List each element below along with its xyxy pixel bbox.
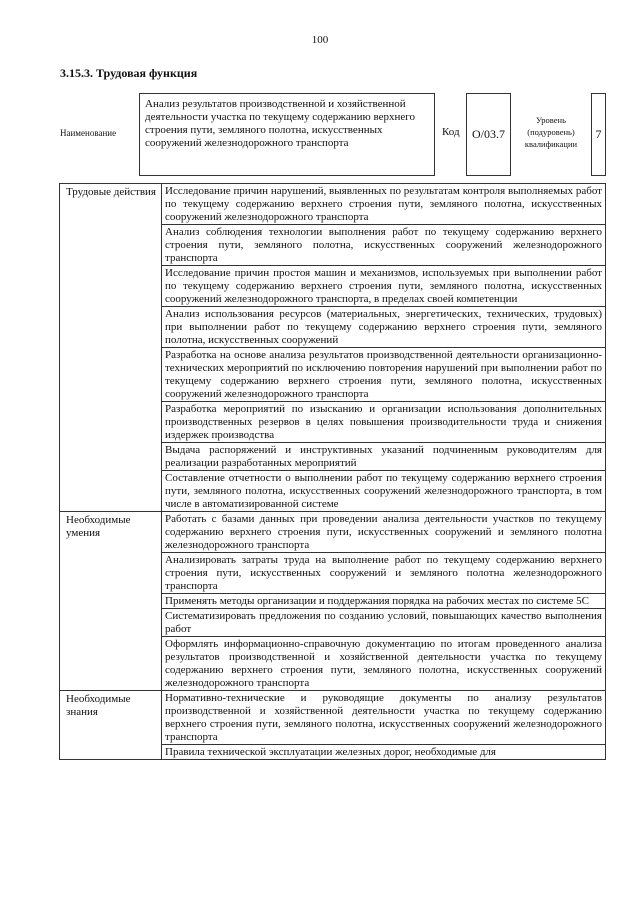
- table-cell-item: Применять методы организации и поддержания порядка на рабочих местах по системе 5С: [162, 594, 606, 609]
- page-number: 100: [311, 34, 329, 46]
- category-required-skills: Необходимые умения: [60, 512, 162, 691]
- table-cell-item: Анализ использования ресурсов (материальных, энергетических, технических, трудовых) при выполнении работ по текущему содержанию верхнего строения пути, земляного полотна, искусственных сооружений: [162, 307, 606, 348]
- table-cell-item: Анализ соблюдения технологии выполнения работ по текущему содержанию верхнего строения пути, земляного полотна, искусственных сооружений железнодорожного транспорта: [162, 225, 606, 266]
- table-cell-item: Исследование причин нарушений, выявленных по результатам контроля выполняемых работ по текущему содержанию верхнего строения пути, земляного полотна, искусственных сооружений железнодорожного транспорта: [162, 184, 606, 225]
- table-row: [60, 184, 606, 225]
- table-cell-item: Исследование причин простоя машин и механизмов, используемых при выполнении работ по текущему содержанию верхнего строения пути, земляного полотна, искусственных сооружений железнодорожного транспорта, в пределах своей компетенции: [162, 266, 606, 307]
- table-cell-item: Нормативно-технические и руководящие документы по анализу результатов производственной и хозяйственной деятельности участка по текущему содержанию верхнего строения пути, земляного полотна, искусственных сооружений железнодорожного транспорта: [162, 691, 606, 745]
- category-required-knowledge: Необходимые знания: [60, 691, 162, 760]
- level-label: Уровень (подуровень) квалификации: [524, 115, 578, 149]
- table-cell-item: Работать с базами данных при проведении анализа деятельности участков по текущему содержанию верхнего строения пути, искусственных сооружений и земляного полотна железнодорожного транспорта: [162, 512, 606, 553]
- table-cell-item: Анализировать затраты труда на выполнение работ по текущему содержанию верхнего строения пути, искусственных сооружений и земляного полотна железнодорожного транспорта: [162, 553, 606, 594]
- table-row: [60, 512, 606, 553]
- code-label: Код: [442, 126, 460, 138]
- table-cell-item: Выдача распоряжений и инструктивных указаний подчиненным руководителям для реализации разработанных мероприятий: [162, 443, 606, 471]
- function-table: [59, 183, 606, 760]
- table-cell-item: Разработка на основе анализа результатов производственной деятельности организационно-технических мероприятий по исключению повторения нарушений при выполнении работ по текущему содержанию верхнего строения пути, земляного полотна, искусственных сооружений железнодорожного транспорта: [162, 348, 606, 402]
- table-cell-item: Оформлять информационно-справочную документацию по итогам проведенного анализа результатов производственной и хозяйственной деятельности участка по текущему содержанию верхнего строения пути, земляного полотна, искусственных сооружений железнодорожного транспорта: [162, 637, 606, 691]
- table-cell-item: Составление отчетности о выполнении работ по текущему содержанию верхнего строения пути, земляного полотна, искусственных сооружений железнодорожного транспорта, в том числе в автоматизированной системе: [162, 471, 606, 512]
- table-cell-item: Разработка мероприятий по изысканию и организации использования дополнительных производственных резервов в целях повышения производительности труда и снижения издержек производства: [162, 402, 606, 443]
- name-value-box: Анализ результатов производственной и хозяйственной деятельности участка по текущему содержанию верхнего строения пути, земляного полотна, искусственных сооружений железнодорожного транспорта: [139, 93, 435, 176]
- table-row: [60, 691, 606, 745]
- category-labor-actions: Трудовые действия: [60, 184, 162, 512]
- table-cell-item: Систематизировать предложения по созданию условий, повышающих качество выполнения работ: [162, 609, 606, 637]
- name-label: Наименование: [60, 128, 117, 138]
- section-title: 3.15.3. Трудовая функция: [60, 66, 198, 80]
- level-value-box: 7: [591, 93, 606, 176]
- table-cell-item: Правила технической эксплуатации железных дорог, необходимые для: [162, 745, 606, 760]
- code-value-box: O/03.7: [466, 93, 511, 176]
